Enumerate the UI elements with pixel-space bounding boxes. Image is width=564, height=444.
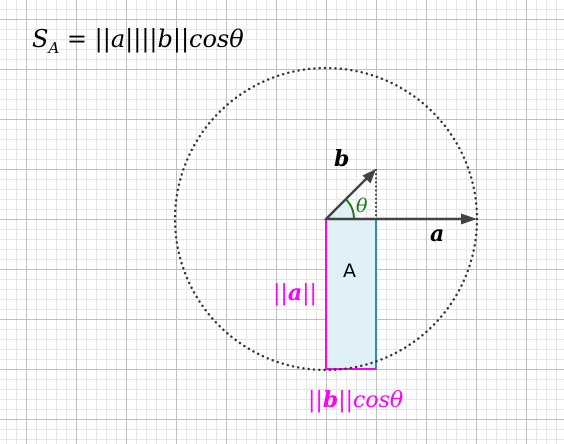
- area-label: A: [343, 260, 356, 282]
- area-rectangle: [326, 219, 376, 370]
- norm-a-label: ||a||: [273, 280, 317, 306]
- vector-a-label: a: [430, 221, 445, 247]
- formula: $S_A = ||a||||b||\cos\theta$: [32, 25, 244, 57]
- angle-theta-label: θ: [356, 195, 368, 217]
- projection-label: ||b||cosθ: [308, 387, 404, 413]
- vector-b-label: b: [334, 146, 350, 172]
